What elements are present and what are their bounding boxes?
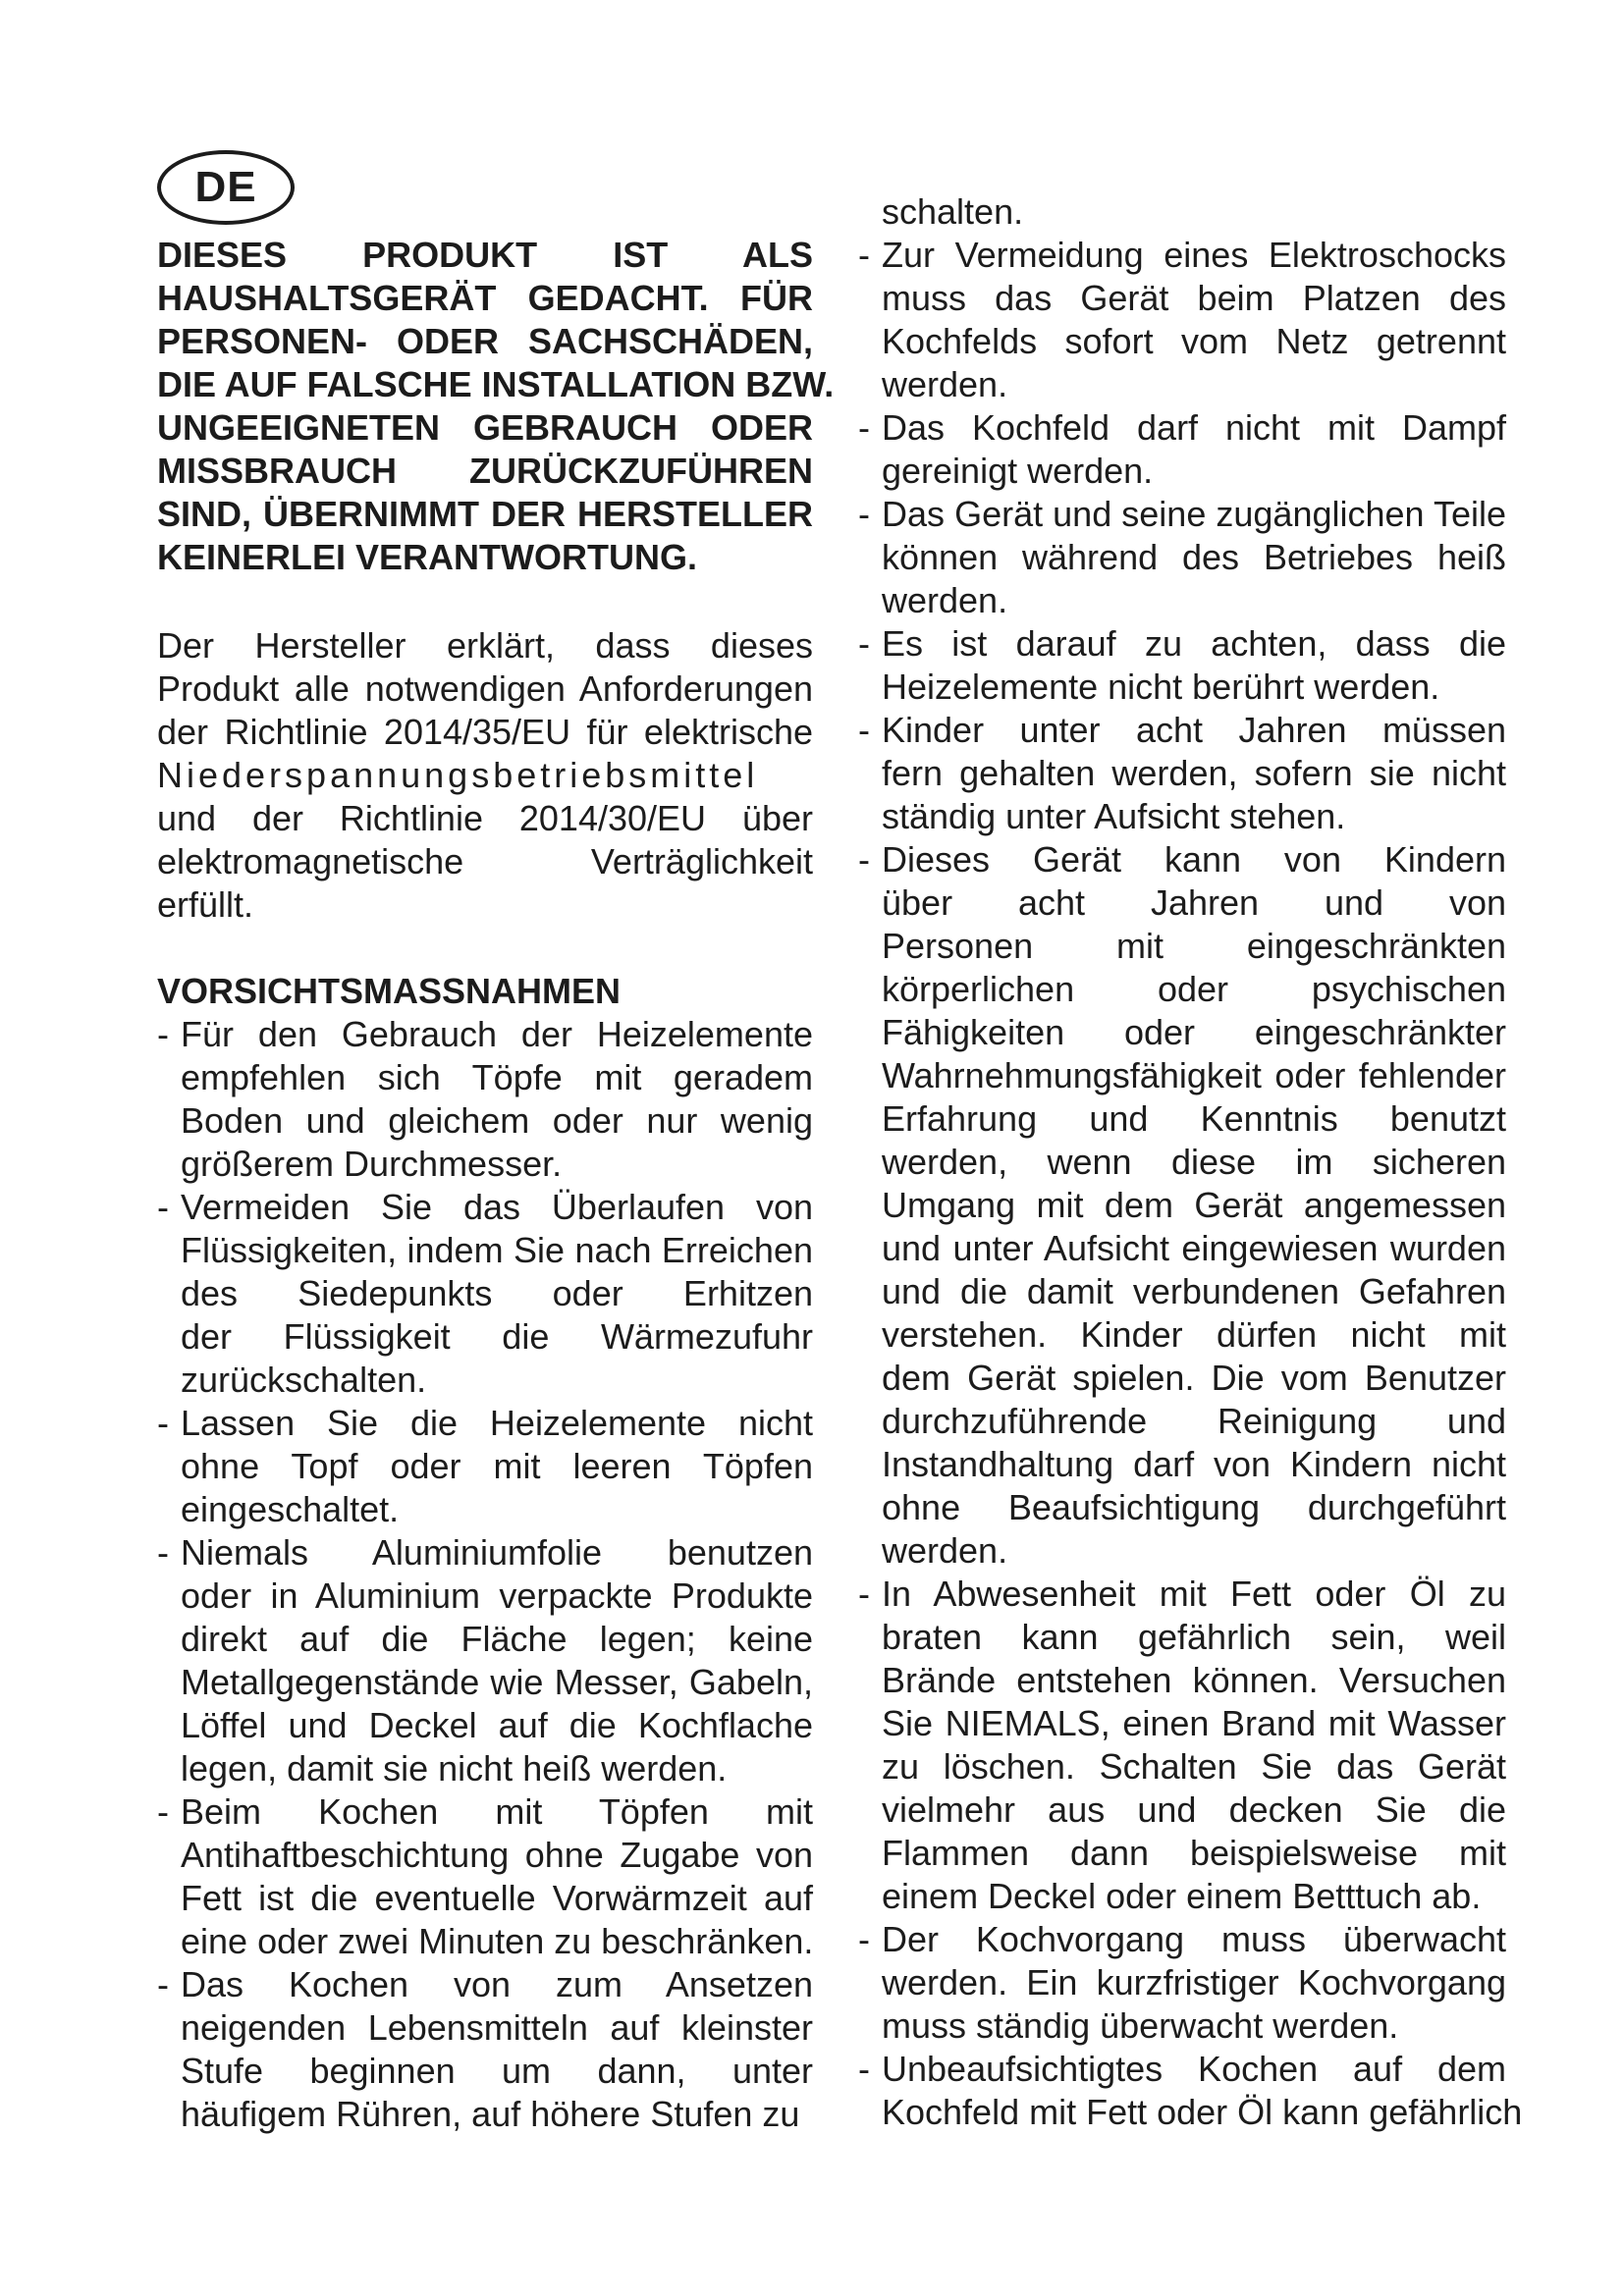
right-bullet-line: muss das Gerät beim Platzen des bbox=[882, 278, 1506, 318]
left-bullet-dash: - bbox=[157, 1791, 169, 1832]
right-bullet-line: Kinder unter acht Jahren müssen bbox=[882, 710, 1506, 750]
right-bullet-line: über acht Jahren und von bbox=[882, 882, 1506, 923]
left-bullet-line: ohne Topf oder mit leeren Töpfen bbox=[181, 1446, 813, 1486]
left-bullet-line: des Siedepunkts oder Erhitzen bbox=[181, 1273, 813, 1313]
right-bullet-line: Erfahrung und Kenntnis benutzt bbox=[882, 1098, 1506, 1139]
left-bullet-line: Lassen Sie die Heizelemente nicht bbox=[181, 1403, 813, 1443]
right-bullet-line: werden. bbox=[882, 1530, 1008, 1571]
left-bullet-line: häufigem Rühren, auf höhere Stufen zu bbox=[181, 2094, 800, 2134]
right-bullet-line: einem Deckel oder einem Betttuch ab. bbox=[882, 1876, 1482, 1916]
disclaimer-line: PERSONEN- ODER SACHSCHÄDEN, bbox=[157, 321, 813, 361]
right-bullet-line: braten kann gefährlich sein, weil bbox=[882, 1617, 1506, 1657]
right-bullet-line: Unbeaufsichtigtes Kochen auf dem bbox=[882, 2049, 1506, 2089]
left-bullet-dash: - bbox=[157, 1532, 169, 1573]
continuation-line: schalten. bbox=[882, 191, 1024, 232]
left-bullet-line: Vermeiden Sie das Überlaufen von bbox=[181, 1187, 813, 1227]
right-bullet-dash: - bbox=[858, 494, 870, 534]
left-bullet-line: oder in Aluminium verpackte Produkte bbox=[181, 1575, 813, 1616]
declaration-line: elektromagnetische Verträglichkeit bbox=[157, 841, 813, 881]
left-bullet-line: größerem Durchmesser. bbox=[181, 1144, 563, 1184]
right-bullet-dash: - bbox=[858, 710, 870, 750]
left-bullet-line: Löffel und Deckel auf die Kochflache bbox=[181, 1705, 813, 1745]
right-bullet-line: vielmehr aus und decken Sie die bbox=[882, 1789, 1506, 1830]
disclaimer-line: UNGEEIGNETEN GEBRAUCH ODER bbox=[157, 407, 813, 448]
declaration-line: der Richtlinie 2014/35/EU für elektrische bbox=[157, 712, 813, 752]
declaration-line: erfüllt. bbox=[157, 884, 254, 925]
disclaimer-line: DIE AUF FALSCHE INSTALLATION BZW. bbox=[157, 364, 835, 404]
right-bullet-dash: - bbox=[858, 623, 870, 664]
left-bullet-line: Fett ist die eventuelle Vorwärmzeit auf bbox=[181, 1878, 813, 1918]
left-bullet-line: Beim Kochen mit Töpfen mit bbox=[181, 1791, 813, 1832]
right-bullet-line: Fähigkeiten oder eingeschränkter bbox=[882, 1012, 1506, 1052]
right-bullet-line: Personen mit eingeschränkten bbox=[882, 926, 1506, 966]
right-bullet-line: fern gehalten werden, sofern sie nicht bbox=[882, 753, 1506, 793]
right-bullet-line: Das Kochfeld darf nicht mit Dampf bbox=[882, 407, 1506, 448]
left-bullet-line: Stufe beginnen um dann, unter bbox=[181, 2051, 813, 2091]
right-bullet-line: werden. bbox=[882, 580, 1008, 620]
right-bullet-line: Umgang mit dem Gerät angemessen bbox=[882, 1185, 1506, 1225]
right-bullet-line: Instandhaltung darf von Kindern nicht bbox=[882, 1444, 1506, 1484]
right-bullet-line: können während des Betriebes heiß bbox=[882, 537, 1506, 577]
disclaimer-line: SIND, ÜBERNIMMT DER HERSTELLER bbox=[157, 494, 813, 534]
right-bullet-line: Flammen dann beispielsweise mit bbox=[882, 1833, 1506, 1873]
declaration-line: Produkt alle notwendigen Anforderungen bbox=[157, 668, 813, 709]
right-bullet-dash: - bbox=[858, 2049, 870, 2089]
right-bullet-dash: - bbox=[858, 1919, 870, 1959]
disclaimer-line: DIESES PRODUKT IST ALS bbox=[157, 235, 813, 275]
left-bullet-dash: - bbox=[157, 1964, 169, 2004]
right-bullet-line: körperlichen oder psychischen bbox=[882, 969, 1506, 1009]
section-heading: VORSICHTSMASSNAHMEN bbox=[157, 971, 622, 1011]
right-bullet-line: muss ständig überwacht werden. bbox=[882, 2005, 1399, 2046]
right-bullet-line: ständig unter Aufsicht stehen. bbox=[882, 796, 1346, 836]
left-bullet-line: der Flüssigkeit die Wärmezufuhr bbox=[181, 1316, 813, 1357]
left-bullet-line: Metallgegenstände wie Messer, Gabeln, bbox=[181, 1662, 813, 1702]
declaration-line: Niederspannungsbetriebsmittel bbox=[157, 755, 759, 795]
disclaimer-line: HAUSHALTSGERÄT GEDACHT. FÜR bbox=[157, 278, 813, 318]
left-bullet-line: Das Kochen von zum Ansetzen bbox=[181, 1964, 813, 2004]
right-bullet-line: Es ist darauf zu achten, dass die bbox=[882, 623, 1506, 664]
disclaimer-line: KEINERLEI VERANTWORTUNG. bbox=[157, 537, 698, 577]
right-bullet-line: Brände entstehen können. Versuchen bbox=[882, 1660, 1506, 1700]
left-bullet-line: Flüssigkeiten, indem Sie nach Erreichen bbox=[181, 1230, 813, 1270]
left-bullet-line: eingeschaltet. bbox=[181, 1489, 400, 1529]
right-bullet-line: In Abwesenheit mit Fett oder Öl zu bbox=[882, 1574, 1506, 1614]
left-bullet-line: empfehlen sich Töpfe mit geradem bbox=[181, 1057, 813, 1097]
right-bullet-line: durchzuführende Reinigung und bbox=[882, 1401, 1506, 1441]
left-bullet-line: zurückschalten. bbox=[181, 1360, 427, 1400]
right-bullet-line: werden, wenn diese im sicheren bbox=[882, 1142, 1506, 1182]
left-bullet-line: legen, damit sie nicht heiß werden. bbox=[181, 1748, 728, 1789]
right-bullet-line: zu löschen. Schalten Sie das Gerät bbox=[882, 1746, 1506, 1787]
disclaimer-line: MISSBRAUCH ZURÜCKZUFÜHREN bbox=[157, 451, 813, 491]
left-bullet-dash: - bbox=[157, 1014, 169, 1054]
right-bullet-dash: - bbox=[858, 839, 870, 880]
right-bullet-dash: - bbox=[858, 235, 870, 275]
right-bullet-line: Heizelemente nicht berührt werden. bbox=[882, 667, 1440, 707]
left-bullet-line: Boden und gleichem oder nur wenig bbox=[181, 1100, 813, 1141]
right-bullet-line: Sie NIEMALS, einen Brand mit Wasser bbox=[882, 1703, 1506, 1743]
right-bullet-line: Das Gerät und seine zugänglichen Teile bbox=[882, 494, 1506, 534]
right-bullet-line: Der Kochvorgang muss überwacht bbox=[882, 1919, 1506, 1959]
right-bullet-line: ohne Beaufsichtigung durchgeführt bbox=[882, 1487, 1506, 1527]
left-bullet-line: neigenden Lebensmitteln auf kleinster bbox=[181, 2007, 813, 2048]
right-bullet-dash: - bbox=[858, 1574, 870, 1614]
right-bullet-line: dem Gerät spielen. Die vom Benutzer bbox=[882, 1358, 1506, 1398]
right-bullet-line: Wahrnehmungsfähigkeit oder fehlender bbox=[882, 1055, 1506, 1095]
right-bullet-line: Kochfelds sofort vom Netz getrennt bbox=[882, 321, 1506, 361]
declaration-line: Der Hersteller erklärt, dass dieses bbox=[157, 625, 813, 666]
right-bullet-line: und die damit verbundenen Gefahren bbox=[882, 1271, 1506, 1311]
right-bullet-line: werden. bbox=[882, 364, 1008, 404]
right-bullet-line: verstehen. Kinder dürfen nicht mit bbox=[882, 1314, 1506, 1355]
left-bullet-line: direkt auf die Fläche legen; keine bbox=[181, 1619, 813, 1659]
left-bullet-dash: - bbox=[157, 1187, 169, 1227]
right-bullet-line: gereinigt werden. bbox=[882, 451, 1154, 491]
right-bullet-line: Zur Vermeidung eines Elektroschocks bbox=[882, 235, 1506, 275]
right-bullet-line: und unter Aufsicht eingewiesen wurden bbox=[882, 1228, 1506, 1268]
language-badge: DE bbox=[157, 150, 295, 225]
right-bullet-line: Kochfeld mit Fett oder Öl kann gefährlich bbox=[882, 2092, 1523, 2132]
left-bullet-line: Niemals Aluminiumfolie benutzen bbox=[181, 1532, 813, 1573]
right-bullet-line: Dieses Gerät kann von Kindern bbox=[882, 839, 1506, 880]
declaration-line: und der Richtlinie 2014/30/EU über bbox=[157, 798, 813, 838]
left-bullet-line: eine oder zwei Minuten zu beschränken. bbox=[181, 1921, 814, 1961]
right-bullet-dash: - bbox=[858, 407, 870, 448]
left-bullet-line: Antihaftbeschichtung ohne Zugabe von bbox=[181, 1835, 813, 1875]
left-bullet-dash: - bbox=[157, 1403, 169, 1443]
left-bullet-line: Für den Gebrauch der Heizelemente bbox=[181, 1014, 813, 1054]
right-bullet-line: werden. Ein kurzfristiger Kochvorgang bbox=[882, 1962, 1506, 2002]
